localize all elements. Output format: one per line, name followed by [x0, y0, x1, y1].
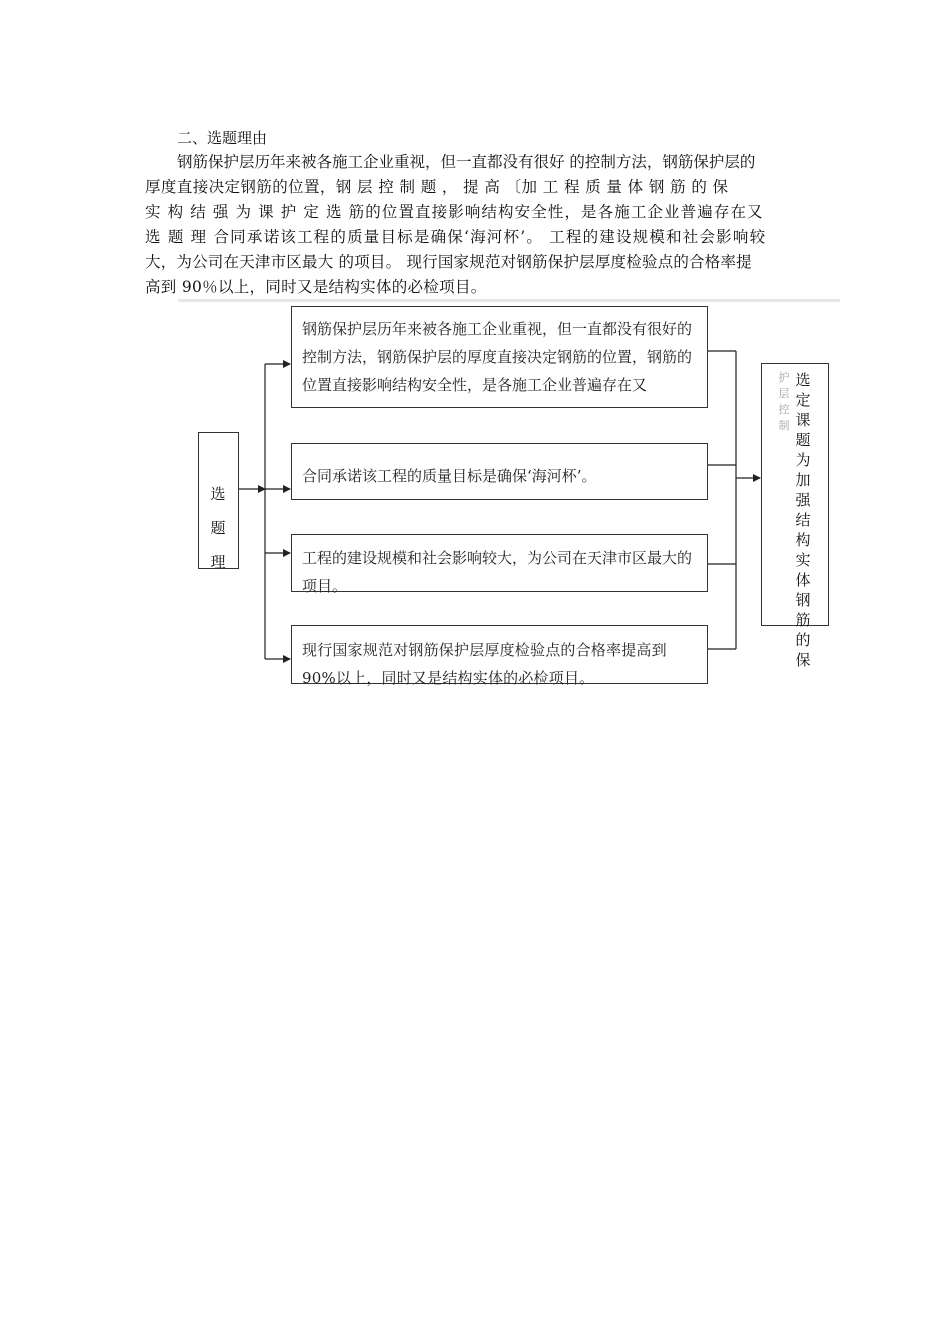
- source-char: 选: [210, 485, 226, 503]
- paragraph-line: 大，为公司在天津市区最大 的项目。 现行国家规范对钢筋保护层厚度检验点的合格率提: [145, 253, 752, 271]
- paragraph-line: 实 构 结 强 为 课 护 定 选 筋的位置直接影响结构安全性，是各施工企业普遍存在又: [145, 203, 764, 221]
- reason-text: 合同承诺该工程的质量目标是确保‘海河杯’。: [302, 467, 597, 485]
- result-box: [761, 363, 829, 669]
- paragraph-line: 钢筋保护层历年来被各施工企业重视，但一直都没有很好 的控制方法，钢筋保护层的: [177, 153, 756, 171]
- section-heading: 二、选题理由: [177, 129, 268, 147]
- paragraph-line: 选 题 理 合同承诺该工程的质量目标是确保‘海河杯’。 工程的建设规模和社会影响较: [145, 228, 767, 246]
- paragraph-line: 高到 90％以上，同时又是结构实体的必检项目。: [145, 278, 487, 296]
- reason-text: 工程的建设规模和社会影响较大，为公司在天津市区最大的项目。: [302, 549, 693, 595]
- reason-box-4: [291, 625, 708, 687]
- reason-box-1: [291, 306, 708, 408]
- reason-box-3: [291, 534, 708, 595]
- reason-box-2: [291, 443, 708, 500]
- reason-text: 钢筋保护层历年来被各施工企业重视，但一直都没有很好的控制方法，钢筋保护层的厚度直接决定钢筋的位置，钢筋的位置直接影响结构安全性，是各施工企业普遍存在又: [302, 320, 693, 394]
- source-box: [198, 432, 239, 569]
- source-label: [208, 477, 228, 579]
- paragraph-line: 厚度直接决定钢筋的位置，钢 层 控 制 题 ， 提 高 〔加 工 程 质 量 体 钢 筋 的 保: [145, 178, 729, 196]
- reason-text: 现行国家规范对钢筋保护层厚度检验点的合格率提高到90%以上，同时又是结构实体的必检项目。: [302, 641, 667, 687]
- source-char: 题: [210, 519, 226, 537]
- result-faint-text: 护层控制: [778, 371, 790, 432]
- result-text: 选定课题为 加强结构实体钢筋的保: [795, 371, 811, 669]
- source-char: 理: [210, 553, 226, 571]
